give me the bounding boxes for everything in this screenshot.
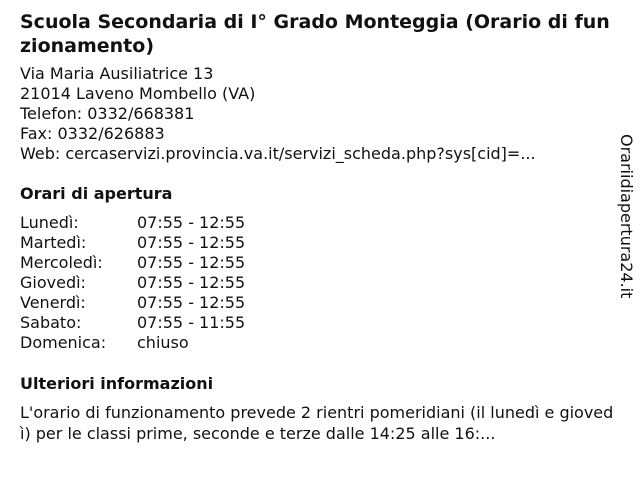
day-label: Domenica: xyxy=(20,333,107,352)
time-value: 07:55 - 12:55 xyxy=(137,273,246,292)
hours-row xyxy=(20,313,245,333)
fax-text: Fax: 0332/626883 xyxy=(20,124,165,143)
hours-row xyxy=(20,273,245,293)
hours-table xyxy=(20,213,245,353)
phone-text: Telefon: 0332/668381 xyxy=(20,104,195,123)
day-label: Mercoledì: xyxy=(20,253,103,272)
side-brand-text: Orariidiapertura24.it xyxy=(617,134,636,299)
time-value: 07:55 - 12:55 xyxy=(137,213,246,232)
hours-row xyxy=(20,213,245,233)
more-info-heading: Ulteriori informazioni xyxy=(20,374,214,393)
hours-heading: Orari di apertura xyxy=(20,184,173,203)
time-value: 07:55 - 11:55 xyxy=(137,313,246,332)
web-link[interactable]: Web: cercaservizi.provincia.va.it/servizi_scheda.php?sys[cid]=... xyxy=(20,144,536,163)
day-label: Sabato: xyxy=(20,313,82,332)
hours-row xyxy=(20,233,245,253)
day-label: Lunedì: xyxy=(20,213,79,232)
hours-row xyxy=(20,333,245,353)
address-street: Via Maria Ausiliatrice 13 xyxy=(20,64,214,83)
more-info-text: L'orario di funzionamento prevede 2 rientri pomeridiani (il lunedì e giovedì) per le classi prime, seconde e terze dalle 14:25 alle 16:... xyxy=(20,403,614,443)
time-value: 07:55 - 12:55 xyxy=(137,233,246,252)
hours-row xyxy=(20,293,245,313)
time-value: 07:55 - 12:55 xyxy=(137,293,246,312)
day-label: Giovedì: xyxy=(20,273,86,292)
time-value: chiuso xyxy=(137,333,189,352)
day-label: Venerdì: xyxy=(20,293,86,312)
day-label: Martedì: xyxy=(20,233,87,252)
address-block xyxy=(20,64,536,164)
address-city: 21014 Laveno Mombello (VA) xyxy=(20,84,256,103)
time-value: 07:55 - 12:55 xyxy=(137,253,246,272)
hours-row xyxy=(20,253,245,273)
page-title: Scuola Secondaria di I° Grado Monteggia (Orario di funzionamento) xyxy=(20,11,610,57)
